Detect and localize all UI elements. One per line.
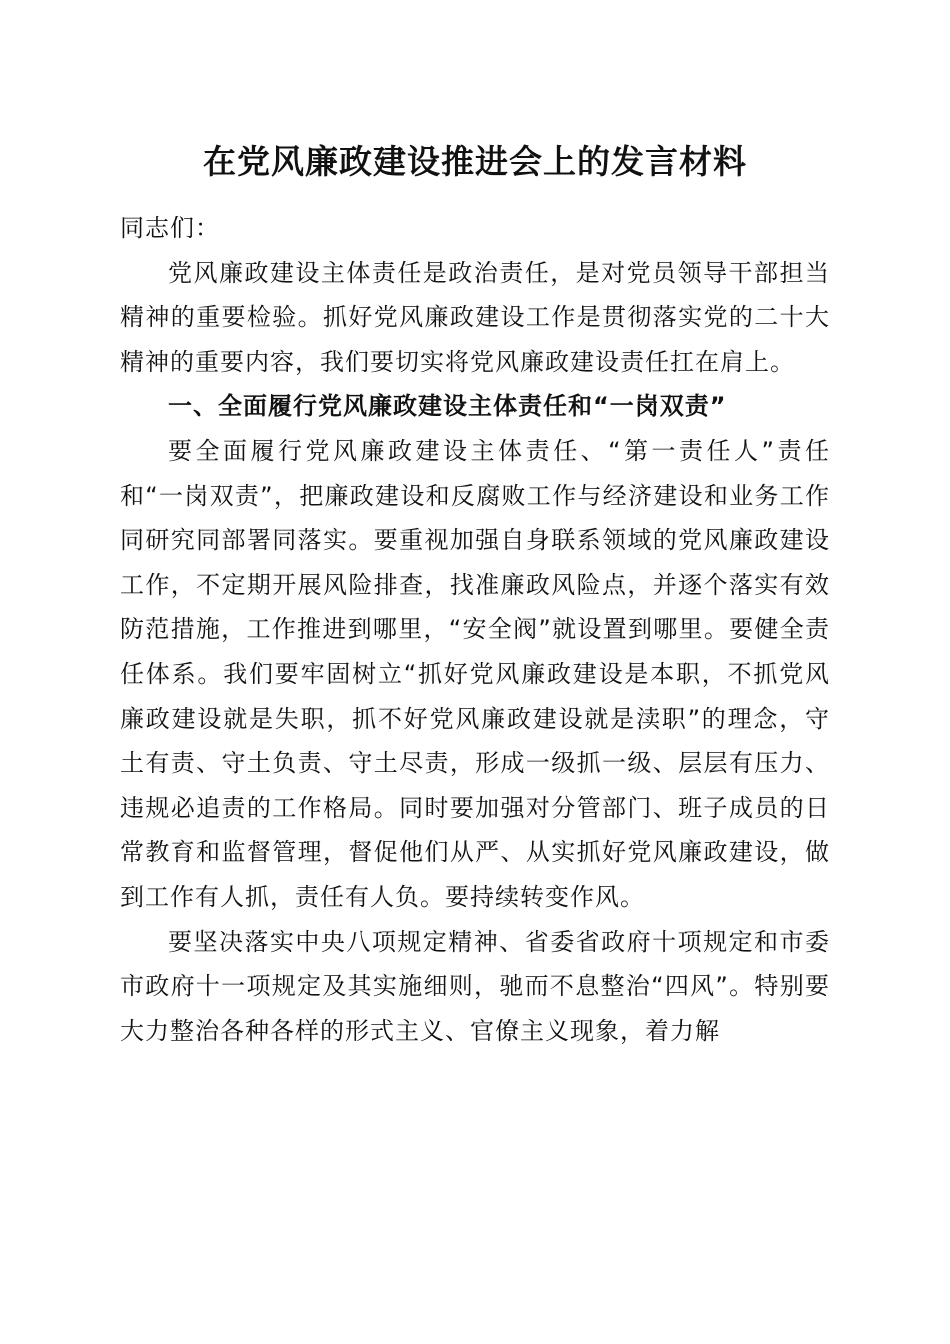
paragraph-responsibility: 要全面履行党风廉政建设主体责任、“第一责任人”责任和“一岗双责”，把廉政建设和反腐败工作与经济建设和业务工作同研究同部署同落实。要重视加强自身联系领域的党风廉政建设工作，不定期开展风险排查，找准廉政风险点，并逐个落实有效防范措施，工作推进到哪里，“安全阀”就设置到哪里。要健全责任体系。我们要牢固树立“抓好党风廉政建设是本职，不抓党风廉政建设就是失职，抓不好党风廉政建设就是渎职”的理念，守土有责、守土负责、守土尽责，形成一级抓一级、层层有压力、违规必追责的工作格局。同时要加强对分管部门、班子成员的日常教育和监督管理，督促他们从严、从实抓好党风廉政建设，做到工作有人抓，责任有人负。要持续转变作风。: [120, 436, 830, 911]
salutation: 同志们：: [120, 214, 220, 242]
paragraph-eight-rules: 要坚决落实中央八项规定精神、省委省政府十项规定和市委市政府十一项规定及其实施细则，驰而不息整治“四风”。特别要大力整治各种各样的形式主义、官僚主义现象，着力解: [120, 927, 830, 1045]
document-body: [120, 206, 830, 1053]
section-heading-1: 一、全面履行党风廉政建设主体责任和“一岗双责”: [168, 392, 727, 421]
document-title: 在党风廉政建设推进会上的发言材料: [203, 142, 747, 181]
document-page: [120, 0, 830, 1344]
paragraph-intro: 党风廉政建设主体责任是政治责任，是对党员领导干部担当精神的重要检验。抓好党风廉政建设工作是贯彻落实党的二十大精神的重要内容，我们要切实将党风廉政建设责任扛在肩上。: [120, 258, 830, 376]
